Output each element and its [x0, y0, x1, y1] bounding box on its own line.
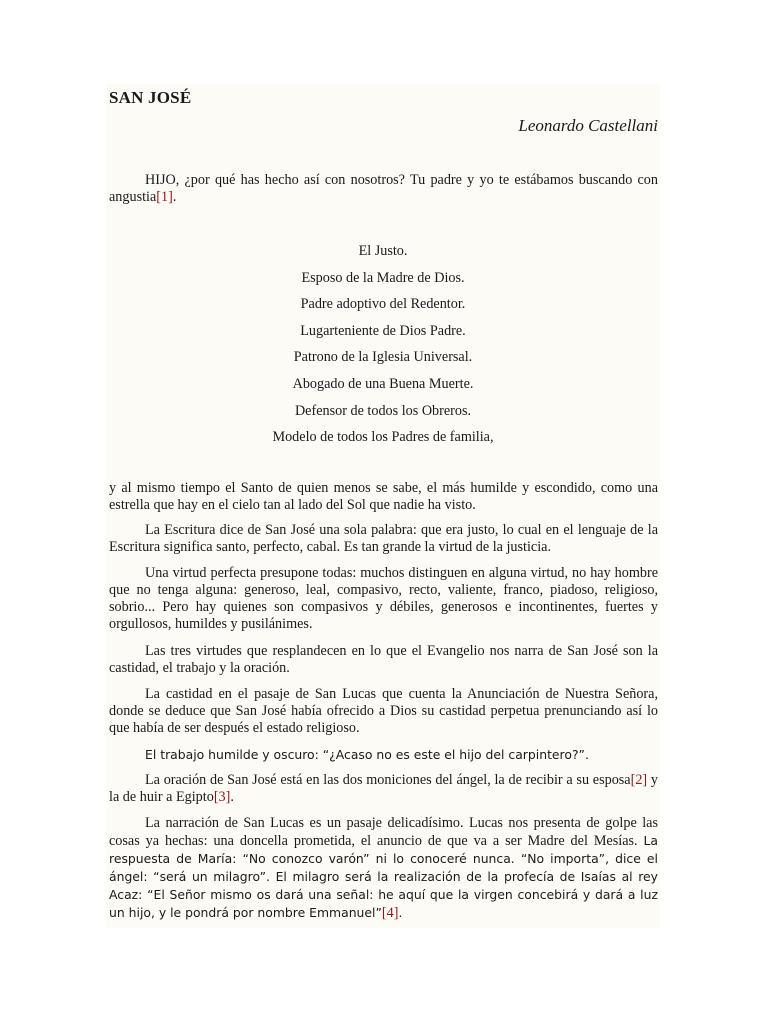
paragraph-8	[109, 815, 658, 922]
title-item: Patrono de la Iglesia Universal.	[293, 349, 473, 366]
paragraph-7	[109, 772, 658, 806]
document-title: SAN JOSÉ	[109, 88, 192, 107]
paragraph-8-text-c: .	[398, 905, 403, 920]
paragraph-3: Una virtud perfecta presupone todas: muchos distinguen en alguna virtud, no hay hombre que no tenga alguna: generoso, leal, compasivo, recto, valiente, franco, piadoso, religioso, sobrio... Pero hay quienes son compasivos y débiles, generosos e incontinentes, fuertes y orgullosos, humildes y pusilánimes.	[109, 565, 658, 632]
paragraph-7-text-a: La oración de San José está en las dos moniciones del ángel, la de recibir a su esposa	[145, 772, 631, 788]
paragraph-4: Las tres virtudes que resplandecen en lo que el Evangelio nos narra de San José son la castidad, el trabajo y la oración.	[109, 643, 658, 676]
paragraph-2: La Escritura dice de San José una sola palabra: que era justo, lo cual en el lenguaje de la Escritura significa santo, perfecto, cabal. Es tan grande la virtud de la justicia.	[109, 522, 658, 555]
epigraph-text: HIJO, ¿por qué has hecho así con nosotros? Tu padre y yo te estábamos buscando con angustia	[109, 172, 658, 205]
paragraph-8-text-b: La respuesta de María: “No conozco varón” ni lo conoceré nunca. “No importa”, dice el ángel: “será un milagro”. El milagro será la realización de la profecía de Isaías al rey Acaz: “El Señor mismo os dará una señal: he aquí que la virgen concebirá y dará a luz un hijo, y le pondrá por nombre Emmanuel”	[109, 833, 658, 920]
footnote-link-1[interactable]: [1]	[156, 189, 173, 205]
document-page	[106, 84, 660, 928]
document-author: Leonardo Castellani	[518, 116, 658, 135]
epigraph	[109, 172, 658, 206]
title-item: Modelo de todos los Padres de familia,	[272, 429, 494, 446]
title-item: Abogado de una Buena Muerte.	[292, 375, 474, 392]
footnote-link-3[interactable]: [3]	[213, 789, 231, 805]
paragraph-8-text-a: La narración de San Lucas es un pasaje delicadísimo. Lucas nos presenta de golpe las cosas ya hechas: una doncella prometida, el anuncio de que va a ser Madre del Mesías.	[109, 815, 658, 849]
title-item: Padre adoptivo del Redentor.	[300, 296, 466, 313]
footnote-link-4[interactable]: [4]	[381, 905, 399, 921]
paragraph-1: y al mismo tiempo el Santo de quien menos se sabe, el más humilde y escondido, como una estrella que hay en el cielo tan al lado del Sol que nadie ha visto.	[109, 480, 658, 513]
paragraph-7-text-b: y la de huir a Egipto	[109, 772, 658, 805]
paragraph-6: El trabajo humilde y oscuro: “¿Acaso no es este el hijo del carpintero?”.	[145, 747, 589, 762]
paragraph-7-text-c: .	[230, 789, 234, 805]
titles-list	[106, 238, 660, 451]
paragraph-5: La castidad en el pasaje de San Lucas que cuenta la Anunciación de Nuestra Señora, donde se deduce que San José había ofrecido a Dios su castidad perpetua prenunciando así lo que había de ser después el estado religioso.	[109, 686, 658, 736]
epigraph-end: .	[172, 189, 177, 205]
footnote-link-2[interactable]: [2]	[630, 772, 648, 788]
title-item: Esposo de la Madre de Dios.	[301, 269, 465, 286]
title-item: El Justo.	[358, 243, 408, 259]
title-item: Defensor de todos los Obreros.	[294, 402, 472, 419]
title-item: Lugarteniente de Dios Padre.	[300, 322, 466, 339]
